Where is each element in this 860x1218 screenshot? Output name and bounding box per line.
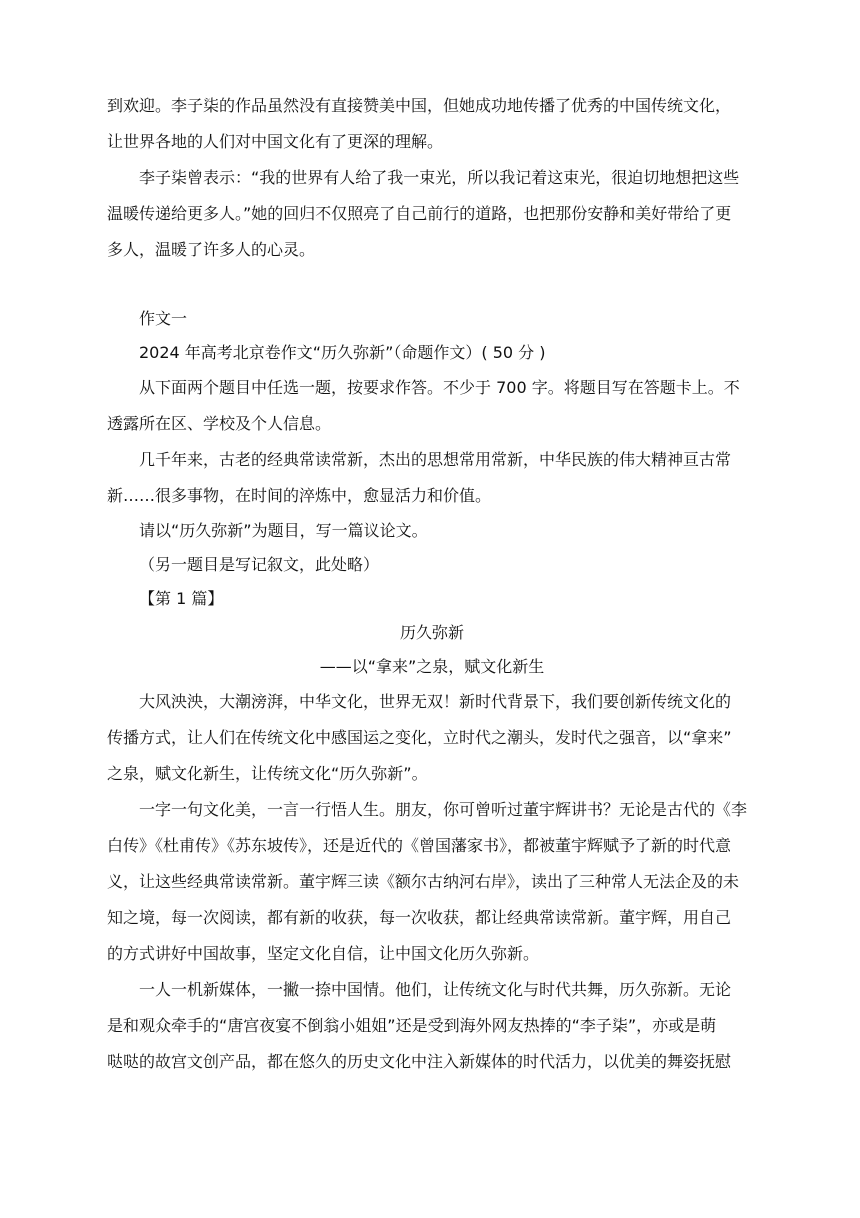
essay-title: 历久弥新: [399, 623, 464, 642]
text-line: 的方式讲好中国故事，坚定文化自信，让中国文化历久弥新。: [107, 944, 540, 963]
text-line: 知之境，每一次阅读，都有新的收获，每一次收获，都让经典常读常新。董宇辉，用自己: [107, 908, 732, 927]
essay-subtitle: ——以“拿来”之泉，赋文化新生: [319, 657, 545, 676]
exam-title: 2024 年高考北京卷作文“历久弥新”（命题作文）( 50 分 ): [139, 343, 546, 362]
text-line: 大风泱泱，大潮滂湃，中华文化，世界无双！新时代背景下，我们要创新传统文化的: [139, 692, 732, 711]
text-line: 传播方式，让人们在传统文化中感国运之变化，立时代之潮头，发时代之强音，以“拿来”: [107, 728, 732, 747]
text-line: 李子柒曾表示：“我的世界有人给了我一束光，所以我记着这束光，很迫切地想把这些: [139, 168, 740, 187]
text-line: 请以“历久弥新”为题目，写一篇议论文。: [139, 521, 428, 540]
text-line: 到欢迎。李子柒的作品虽然没有直接赞美中国，但她成功地传播了优秀的中国传统文化，: [107, 96, 732, 115]
section-heading: 作文一: [139, 309, 188, 328]
text-line: 几千年来，古老的经典常读常新，杰出的思想常用常新，中华民族的伟大精神亘古常: [139, 450, 732, 469]
text-line: 新……很多事物，在时间的淬炼中，愈显活力和价值。: [107, 486, 492, 505]
text-line: 多人，温暖了许多人的心灵。: [107, 240, 316, 259]
text-line: 透露所在区、学校及个人信息。: [107, 414, 332, 433]
text-line: 哒哒的故宫文创产品，都在悠久的历史文化中注入新媒体的时代活力，以优美的舞姿抚慰: [107, 1052, 732, 1071]
essay-number: 【第 1 篇】: [139, 589, 224, 608]
text-line: 白传》《杜甫传》《苏东坡传》，还是近代的《曾国藩家书》，都被董宇辉赋予了新的时代意: [107, 836, 732, 855]
text-line: 义，让这些经典常读常新。董宇辉三读《额尔古纳河右岸》，读出了三种常人无法企及的未: [107, 872, 740, 891]
text-line: 让世界各地的人们对中国文化有了更深的理解。: [107, 132, 444, 151]
text-line: 从下面两个题目中任选一题，按要求作答。不少于 700 字。将题目写在答题卡上。不: [139, 378, 740, 397]
text-line: 一字一句文化美，一言一行悟人生。朋友，你可曾听过董宇辉讲书？无论是古代的《李: [139, 800, 748, 819]
text-line: 是和观众牵手的“唐宫夜宴不倒翁小姐姐”还是受到海外网友热捧的“李子柒”，亦或是萌: [107, 1016, 717, 1035]
text-line: 之泉，赋文化新生，让传统文化“历久弥新”。: [107, 764, 428, 783]
document-body: [107, 88, 757, 1080]
text-line: （另一题目是写记叙文，此处略）: [139, 555, 380, 574]
paragraph-gap: [107, 268, 757, 302]
text-line: 一人一机新媒体，一撇一捺中国情。他们，让传统文化与时代共舞，历久弥新。无论: [139, 980, 732, 999]
text-line: 温暖传递给更多人。”她的回归不仅照亮了自己前行的道路，也把那份安静和美好带给了更: [107, 204, 732, 223]
